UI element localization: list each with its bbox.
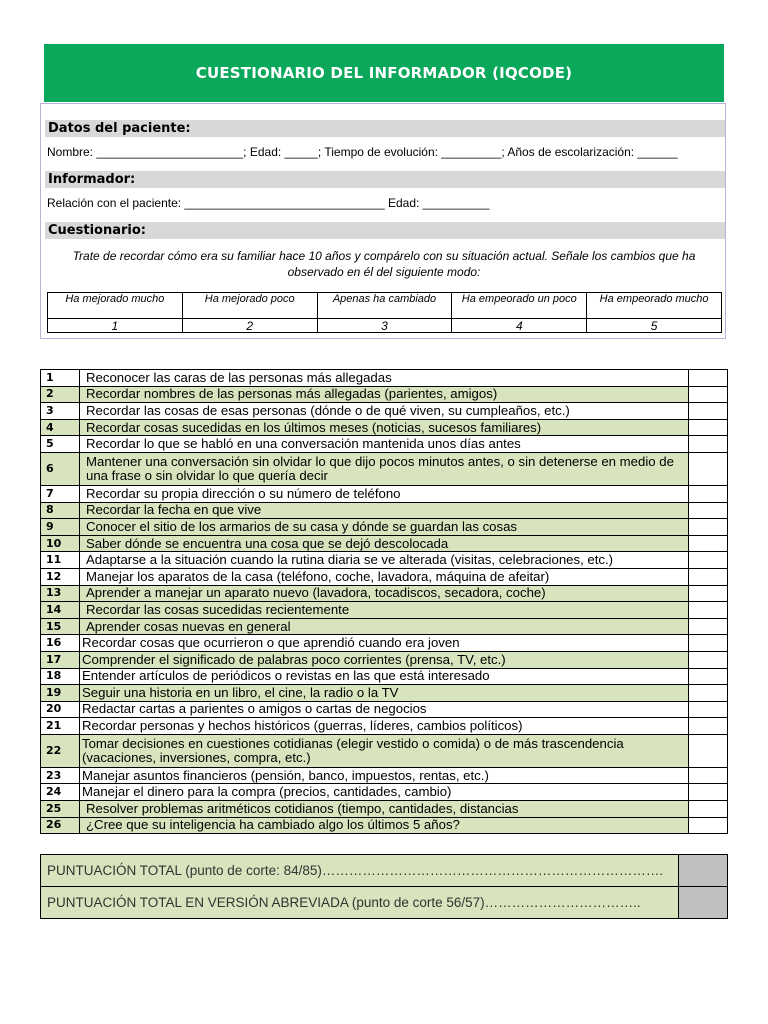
table-row <box>41 784 728 801</box>
table-row <box>41 618 728 635</box>
table-row <box>41 370 728 387</box>
table-row <box>41 651 728 668</box>
item-score-field[interactable] <box>689 685 728 702</box>
item-number: 26 <box>41 817 80 834</box>
informant-heading: Informador: <box>45 171 725 188</box>
item-number: 22 <box>41 734 80 767</box>
item-score-field[interactable] <box>689 552 728 569</box>
item-text: Manejar el dinero para la compra (precios, cantidades, cambio) <box>80 784 689 801</box>
item-score-field[interactable] <box>689 419 728 436</box>
scale-value: 3 <box>317 319 452 333</box>
item-number: 7 <box>41 485 80 502</box>
item-text: Recordar nombres de las personas más allegadas (parientes, amigos) <box>80 386 689 403</box>
scale-label: Ha empeorado mucho <box>587 293 722 319</box>
item-number: 17 <box>41 651 80 668</box>
item-text: Recordar lo que se habló en una conversación mantenida unos días antes <box>80 436 689 453</box>
scale-value: 5 <box>587 319 722 333</box>
table-row <box>41 718 728 735</box>
patient-info-box <box>40 103 726 339</box>
item-number: 2 <box>41 386 80 403</box>
item-text: Adaptarse a la situación cuando la rutina diaria se ve alterada (visitas, celebraciones, etc.) <box>80 552 689 569</box>
patient-heading: Datos del paciente: <box>45 120 725 137</box>
table-row <box>41 817 728 834</box>
item-score-field[interactable] <box>689 535 728 552</box>
item-text: Recordar las cosas sucedidas recientemente <box>80 602 689 619</box>
item-score-field[interactable] <box>689 701 728 718</box>
item-text: Recordar personas y hechos históricos (guerras, líderes, cambios políticos) <box>80 718 689 735</box>
item-number: 4 <box>41 419 80 436</box>
table-row <box>41 734 728 767</box>
item-text: Recordar la fecha en que vive <box>80 502 689 519</box>
item-number: 24 <box>41 784 80 801</box>
item-text: Entender artículos de periódicos o revistas en las que está interesado <box>80 668 689 685</box>
rating-scale <box>47 292 722 333</box>
item-score-field[interactable] <box>689 602 728 619</box>
item-text: Recordar las cosas de esas personas (dónde o de qué viven, su cumpleaños, etc.) <box>80 403 689 420</box>
item-score-field[interactable] <box>689 668 728 685</box>
table-row <box>41 635 728 652</box>
table-row <box>41 668 728 685</box>
item-score-field[interactable] <box>689 568 728 585</box>
table-row <box>41 602 728 619</box>
item-number: 9 <box>41 519 80 536</box>
item-score-field[interactable] <box>689 817 728 834</box>
table-row <box>41 502 728 519</box>
informant-fields: Relación con el paciente: ______________________________ Edad: __________ <box>47 196 490 210</box>
scale-label: Apenas ha cambiado <box>317 293 452 319</box>
table-row <box>41 801 728 818</box>
scale-value: 1 <box>48 319 183 333</box>
item-number: 15 <box>41 618 80 635</box>
table-row <box>41 685 728 702</box>
questionnaire-items-table <box>40 369 728 834</box>
item-score-field[interactable] <box>689 519 728 536</box>
table-row <box>41 568 728 585</box>
scale-label: Ha mejorado mucho <box>48 293 183 319</box>
item-text: Aprender cosas nuevas en general <box>80 618 689 635</box>
item-text: Recordar cosas que ocurrieron o que aprendió cuando era joven <box>80 635 689 652</box>
table-row <box>41 452 728 485</box>
questionnaire-heading: Cuestionario: <box>45 222 725 239</box>
item-number: 1 <box>41 370 80 387</box>
item-score-field[interactable] <box>689 635 728 652</box>
page-title: CUESTIONARIO DEL INFORMADOR (IQCODE) <box>44 44 724 102</box>
item-text: Saber dónde se encuentra una cosa que se dejó descolocada <box>80 535 689 552</box>
item-number: 11 <box>41 552 80 569</box>
table-row <box>41 403 728 420</box>
item-text: Manejar los aparatos de la casa (teléfono, coche, lavadora, máquina de afeitar) <box>80 568 689 585</box>
item-text: Mantener una conversación sin olvidar lo que dijo pocos minutos antes, o sin detenerse en medio de una frase o sin olvidar lo que quería decir <box>80 452 689 485</box>
item-number: 8 <box>41 502 80 519</box>
scale-label: Ha empeorado un poco <box>452 293 587 319</box>
item-text: Conocer el sitio de los armarios de su casa y dónde se guardan las cosas <box>80 519 689 536</box>
scale-value: 2 <box>182 319 317 333</box>
item-score-field[interactable] <box>689 386 728 403</box>
item-score-field[interactable] <box>689 502 728 519</box>
short-score-label: PUNTUACIÓN TOTAL EN VERSIÓN ABREVIADA (punto de corte 56/57)…………………………….. <box>41 887 679 919</box>
item-number: 18 <box>41 668 80 685</box>
item-number: 20 <box>41 701 80 718</box>
item-number: 19 <box>41 685 80 702</box>
table-row <box>41 552 728 569</box>
instructions: Trate de recordar cómo era su familiar hace 10 años y compárelo con su situación actual. Señale los cambios que ha observado en él del siguiente modo: <box>72 249 696 279</box>
patient-fields: Nombre: ______________________; Edad: _____; Tiempo de evolución: _________; Años de escolarización: ______ <box>47 145 678 159</box>
item-text: Recordar cosas sucedidas en los últimos meses (noticias, sucesos familiares) <box>80 419 689 436</box>
item-text: Aprender a manejar un aparato nuevo (lavadora, tocadiscos, secadora, coche) <box>80 585 689 602</box>
item-number: 10 <box>41 535 80 552</box>
item-score-field[interactable] <box>689 767 728 784</box>
item-score-field[interactable] <box>689 585 728 602</box>
item-text: Comprender el significado de palabras poco corrientes (prensa, TV, etc.) <box>80 651 689 668</box>
item-text: Resolver problemas aritméticos cotidianos (tiempo, cantidades, distancias <box>80 801 689 818</box>
item-text: Manejar asuntos financieros (pensión, banco, impuestos, rentas, etc.) <box>80 767 689 784</box>
item-score-field[interactable] <box>689 370 728 387</box>
item-number: 5 <box>41 436 80 453</box>
item-text: Seguir una historia en un libro, el cine, la radio o la TV <box>80 685 689 702</box>
table-row <box>41 419 728 436</box>
table-row <box>41 485 728 502</box>
item-score-field[interactable] <box>689 784 728 801</box>
total-score-field[interactable] <box>679 855 728 887</box>
item-number: 12 <box>41 568 80 585</box>
item-text: ¿Cree que su inteligencia ha cambiado algo los últimos 5 años? <box>80 817 689 834</box>
item-score-field[interactable] <box>689 734 728 767</box>
item-text: Tomar decisiones en cuestiones cotidianas (elegir vestido o comida) o de más trascendencia (vacaciones, inversiones, compra, etc.) <box>80 734 689 767</box>
item-score-field[interactable] <box>689 718 728 735</box>
item-number: 16 <box>41 635 80 652</box>
item-number: 6 <box>41 452 80 485</box>
item-score-field[interactable] <box>689 651 728 668</box>
totals-table <box>40 854 728 919</box>
item-number: 13 <box>41 585 80 602</box>
scale-label: Ha mejorado poco <box>182 293 317 319</box>
item-number: 25 <box>41 801 80 818</box>
item-number: 21 <box>41 718 80 735</box>
item-number: 23 <box>41 767 80 784</box>
item-score-field[interactable] <box>689 801 728 818</box>
total-score-label: PUNTUACIÓN TOTAL (punto de corte: 84/85)…………………………………………………………………. <box>41 855 679 887</box>
table-row <box>41 535 728 552</box>
item-score-field[interactable] <box>689 403 728 420</box>
item-score-field[interactable] <box>689 452 728 485</box>
table-row <box>41 701 728 718</box>
item-score-field[interactable] <box>689 436 728 453</box>
item-number: 3 <box>41 403 80 420</box>
table-row <box>41 386 728 403</box>
table-row <box>41 519 728 536</box>
item-number: 14 <box>41 602 80 619</box>
item-text: Redactar cartas a parientes o amigos o cartas de negocios <box>80 701 689 718</box>
short-score-field[interactable] <box>679 887 728 919</box>
item-text: Recordar su propia dirección o su número de teléfono <box>80 485 689 502</box>
table-row <box>41 436 728 453</box>
scale-value: 4 <box>452 319 587 333</box>
item-score-field[interactable] <box>689 485 728 502</box>
item-text: Reconocer las caras de las personas más allegadas <box>80 370 689 387</box>
table-row <box>41 585 728 602</box>
item-score-field[interactable] <box>689 618 728 635</box>
table-row <box>41 767 728 784</box>
